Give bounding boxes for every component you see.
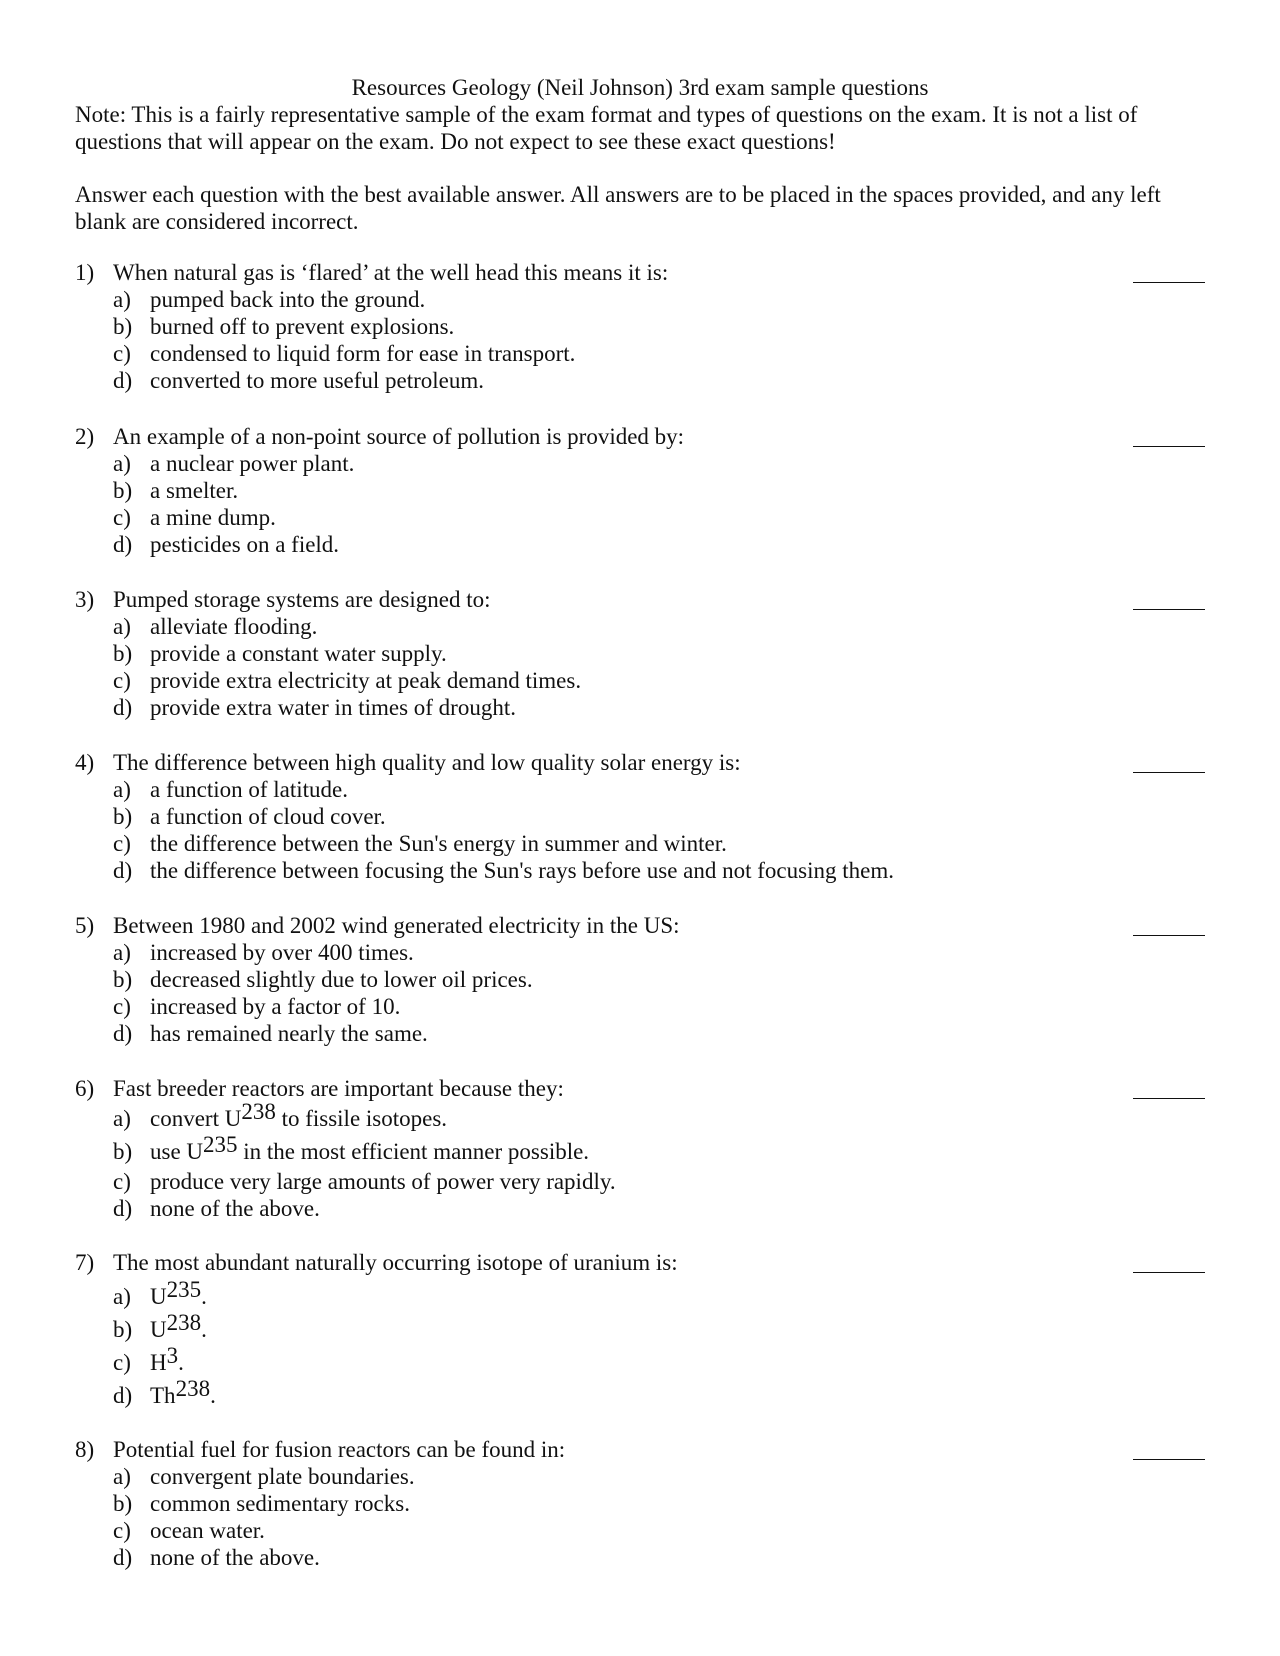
option-c: c) increased by a factor of 10. (113, 994, 401, 1019)
option-b: b) U238. (113, 1310, 207, 1342)
answer-blank[interactable] (1133, 772, 1205, 773)
isotope-superscript: 235 (166, 1277, 202, 1302)
isotope-superscript: 238 (241, 1099, 276, 1124)
option-b: b) use U235 in the most efficient manner possible. (113, 1132, 590, 1164)
answer-blank[interactable] (1133, 935, 1205, 936)
question-4 (75, 749, 1205, 884)
option-c: c) H3. (113, 1343, 184, 1375)
option-d: d) none of the above. (113, 1545, 320, 1570)
question-stem: When natural gas is ‘flared’ at the well head this means it is: (113, 260, 669, 285)
question-number: 5) (75, 913, 95, 938)
option-d: d) Th238. (113, 1376, 216, 1408)
option-b: b) provide a constant water supply. (113, 641, 447, 666)
answer-blank[interactable] (1133, 1098, 1205, 1099)
option-d: d) has remained nearly the same. (113, 1021, 428, 1046)
question-number: 6) (75, 1076, 95, 1101)
answer-blank[interactable] (1133, 1459, 1205, 1460)
option-b: b) common sedimentary rocks. (113, 1491, 410, 1516)
option-b: b) a smelter. (113, 478, 239, 503)
option-a: a) convert U238 to fissile isotopes. (113, 1099, 448, 1131)
option-d: d) provide extra water in times of drought. (113, 695, 516, 720)
question-stem: Pumped storage systems are designed to: (113, 587, 491, 612)
question-stem: Fast breeder reactors are important because they: (113, 1076, 564, 1101)
question-stem: An example of a non-point source of pollution is provided by: (113, 424, 685, 449)
option-d: d) none of the above. (113, 1196, 320, 1221)
question-2 (75, 423, 1205, 558)
question-number: 1) (75, 260, 95, 285)
option-c: c) a mine dump. (113, 505, 276, 530)
question-stem: The difference between high quality and low quality solar energy is: (113, 750, 741, 775)
option-a: a) U235. (113, 1277, 207, 1309)
isotope-superscript: 235 (203, 1132, 238, 1157)
isotope-superscript: 3 (166, 1343, 179, 1368)
instructions-paragraph: Answer each question with the best available answer. All answers are to be placed in the spaces provided, and any left blank are considered incorrect. (75, 182, 1161, 234)
note-paragraph: Note: This is a fairly representative sample of the exam format and types of questions on the exam. It is not a list of questions that will appear on the exam. Do not expect to see these exact questions! (75, 102, 1138, 154)
option-a: a) alleviate flooding. (113, 614, 318, 639)
question-stem: Between 1980 and 2002 wind generated electricity in the US: (113, 913, 680, 938)
option-a: a) increased by over 400 times. (113, 940, 414, 965)
option-c: c) the difference between the Sun's energy in summer and winter. (113, 831, 727, 856)
option-d: d) the difference between focusing the Sun's rays before use and not focusing them. (113, 858, 894, 883)
page-title: Resources Geology (Neil Johnson) 3rd exam sample questions (351, 75, 929, 100)
option-d: d) pesticides on a field. (113, 532, 340, 557)
question-8 (75, 1436, 1205, 1571)
option-b: b) a function of cloud cover. (113, 804, 386, 829)
answer-blank[interactable] (1133, 609, 1205, 610)
question-6 (75, 1075, 1205, 1222)
isotope-superscript: 238 (166, 1310, 202, 1335)
option-b: b) burned off to prevent explosions. (113, 314, 455, 339)
option-b: b) decreased slightly due to lower oil prices. (113, 967, 533, 992)
option-c: c) produce very large amounts of power very rapidly. (113, 1169, 616, 1194)
question-5 (75, 912, 1205, 1047)
option-c: c) ocean water. (113, 1518, 265, 1543)
question-7 (75, 1249, 1205, 1412)
answer-blank[interactable] (1133, 282, 1205, 283)
question-3 (75, 586, 1205, 721)
question-1 (75, 259, 1205, 394)
question-number: 4) (75, 750, 95, 775)
question-number: 8) (75, 1437, 95, 1462)
option-a: a) a function of latitude. (113, 777, 348, 802)
option-a: a) a nuclear power plant. (113, 451, 355, 476)
isotope-superscript: 238 (175, 1376, 211, 1401)
question-stem: The most abundant naturally occurring isotope of uranium is: (113, 1250, 678, 1275)
option-c: c) provide extra electricity at peak demand times. (113, 668, 582, 693)
page-bottom-crop (0, 1572, 1280, 1656)
option-a: a) pumped back into the ground. (113, 287, 426, 312)
option-a: a) convergent plate boundaries. (113, 1464, 415, 1489)
option-c: c) condensed to liquid form for ease in transport. (113, 341, 576, 366)
question-number: 2) (75, 424, 95, 449)
question-number: 3) (75, 587, 95, 612)
option-d: d) converted to more useful petroleum. (113, 368, 485, 393)
answer-blank[interactable] (1133, 1272, 1205, 1273)
answer-blank[interactable] (1133, 446, 1205, 447)
question-stem: Potential fuel for fusion reactors can be found in: (113, 1437, 566, 1462)
question-number: 7) (75, 1250, 95, 1275)
